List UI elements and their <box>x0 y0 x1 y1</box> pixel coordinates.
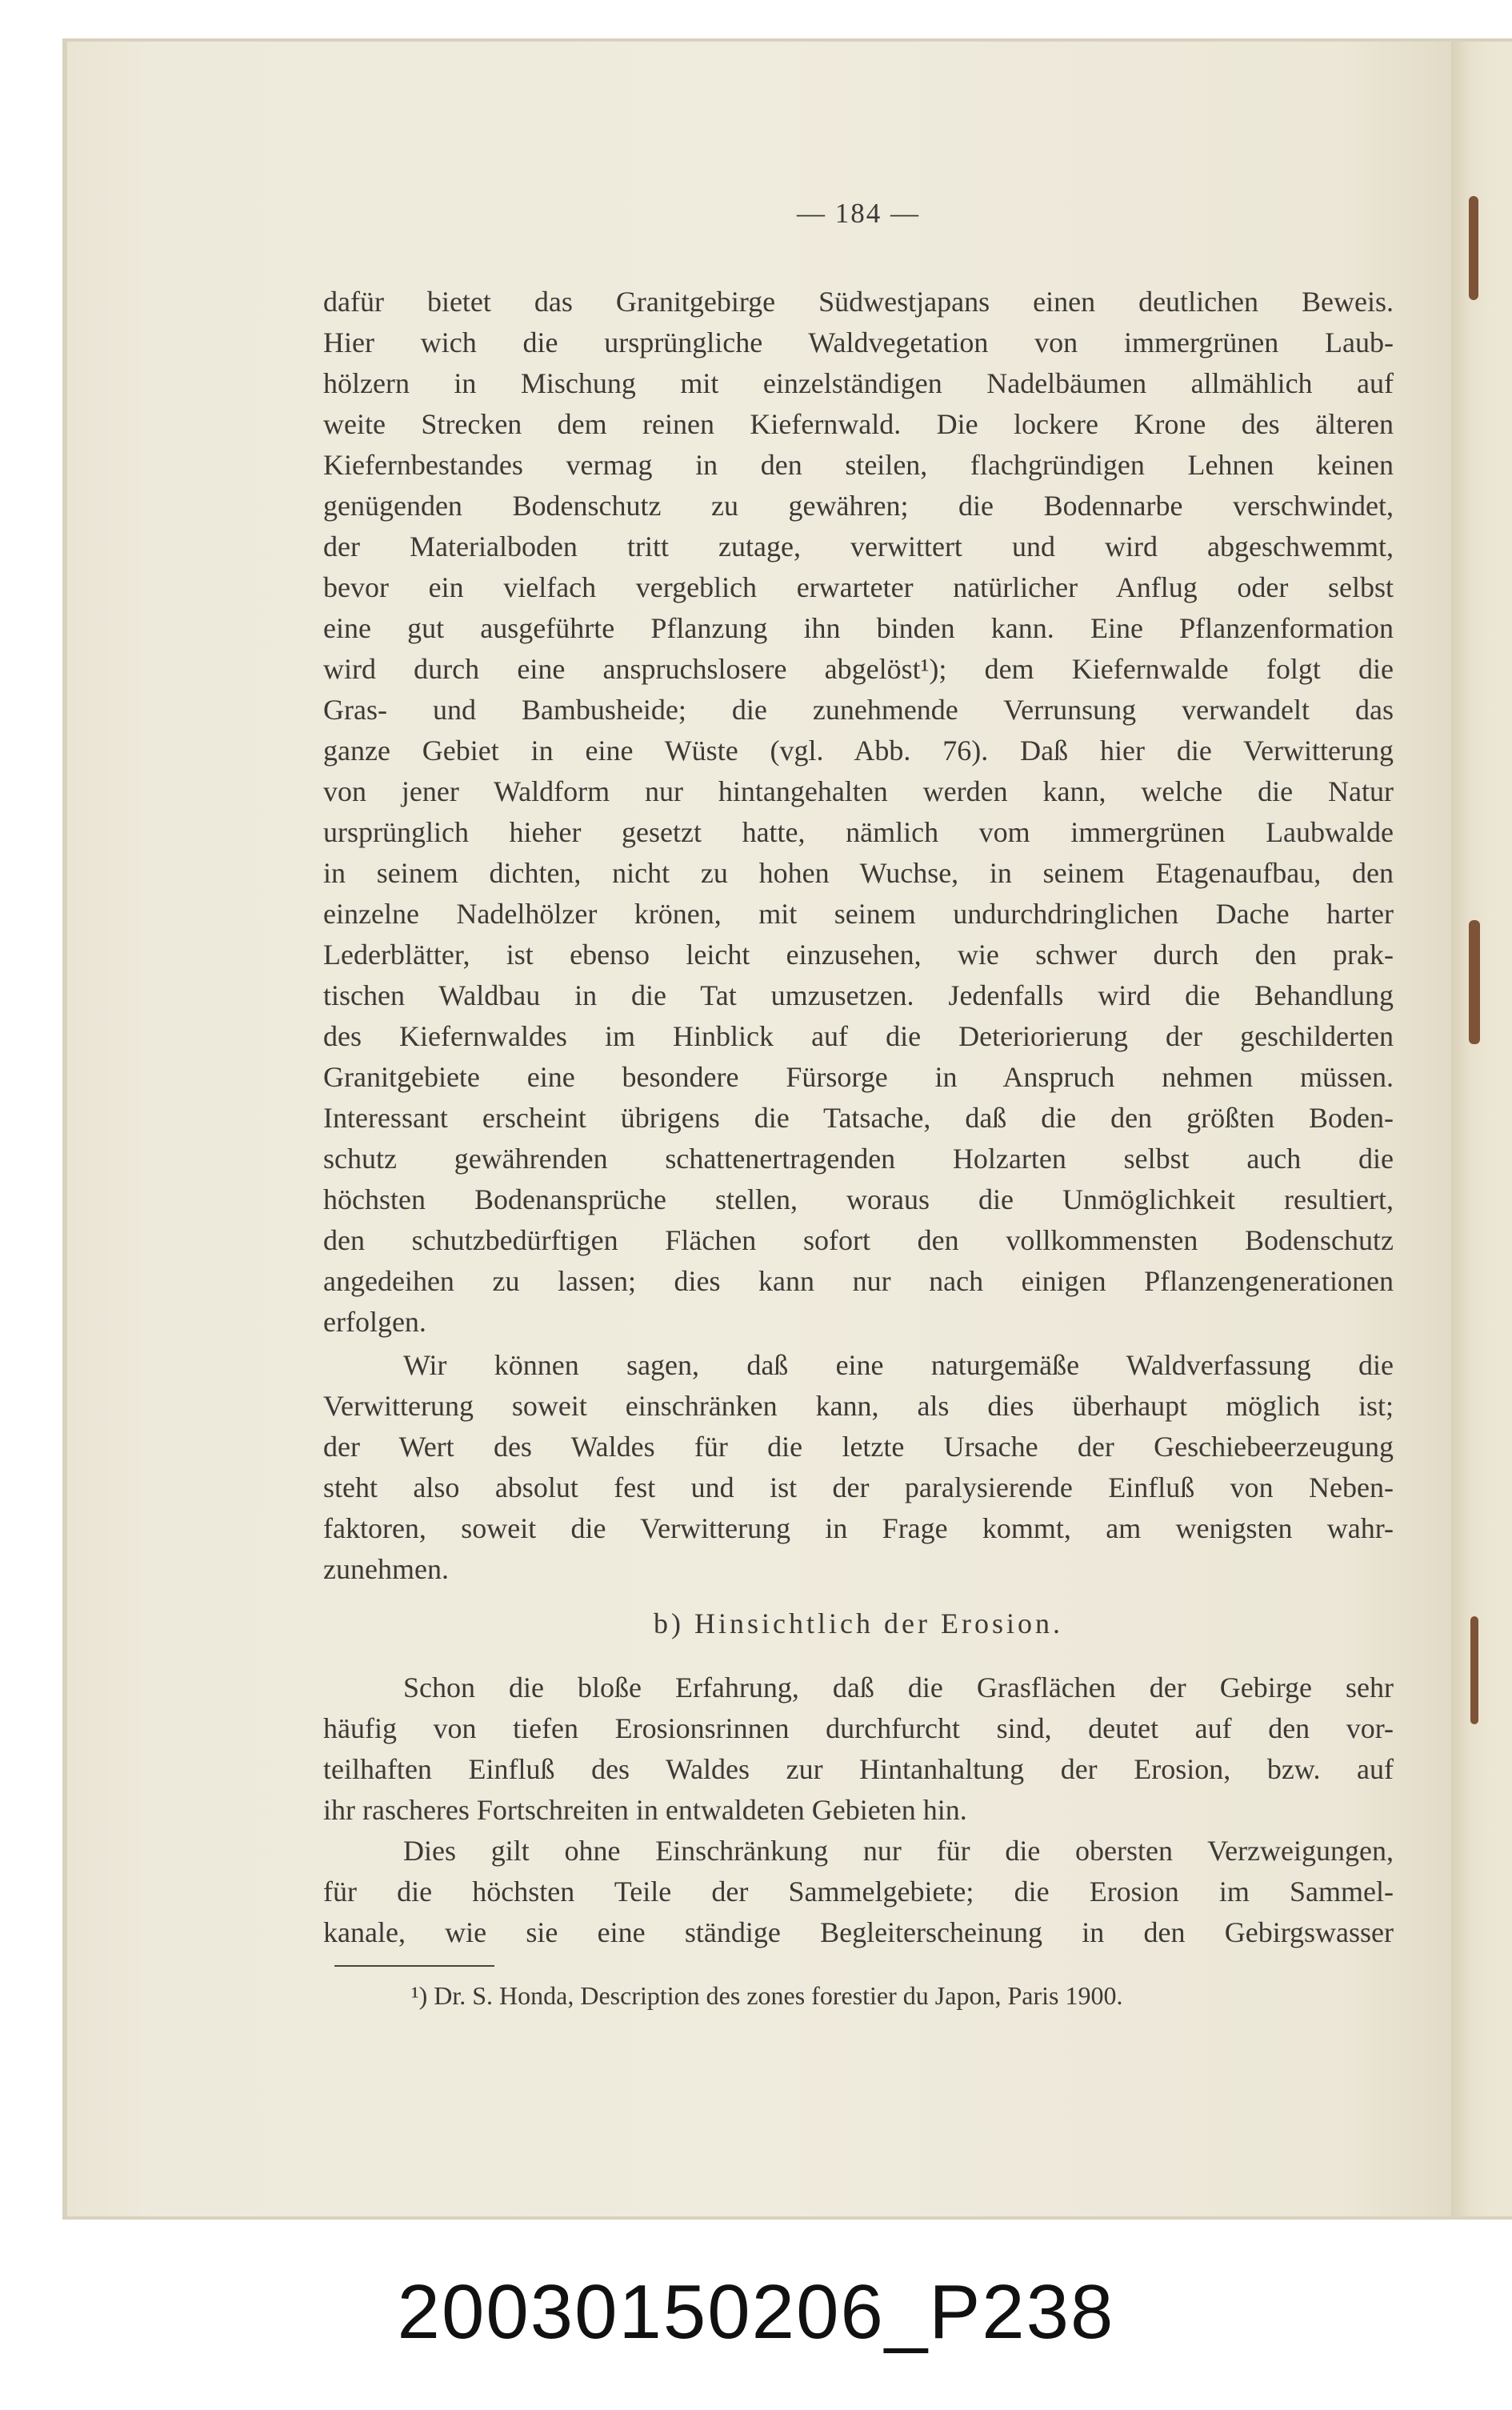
text-line: Hier wich die ursprüngliche Waldvegetation von immergrünen Laub- <box>323 326 1394 358</box>
text-line: dafür bietet das Granitgebirge Südwestjapans einen deutlichen Beweis. <box>323 286 1394 318</box>
text-line: der Wert des Waldes für die letzte Ursache der Geschiebeerzeugung <box>323 1431 1394 1463</box>
text-line: Interessant erscheint übrigens die Tatsache, daß die den größten Boden- <box>323 1102 1394 1134</box>
text-line: einzelne Nadelhölzer krönen, mit seinem undurchdringlichen Dache harter <box>323 898 1394 930</box>
paragraph-first-line: Dies gilt ohne Einschränkung nur für die obersten Verzweigungen, <box>403 1835 1394 1867</box>
footnote: ¹) Dr. S. Honda, Description des zones forestier du Japon, Paris 1900. <box>411 1981 1123 2010</box>
text-line: häufig von tiefen Erosionsrinnen durchfurcht sind, deutet auf den vor- <box>323 1712 1394 1744</box>
text-line: für die höchsten Teile der Sammelgebiete; die Erosion im Sammel- <box>323 1876 1394 1908</box>
text-line: angedeihen zu lassen; dies kann nur nach einigen Pflanzengenerationen <box>323 1265 1394 1297</box>
page-number: — 184 — <box>797 198 920 229</box>
text-line: des Kiefernwaldes im Hinblick auf die Deteriorierung der geschilderten <box>323 1020 1394 1052</box>
rust-stain <box>1469 196 1478 300</box>
text-line: Verwitterung soweit einschränken kann, als dies überhaupt möglich ist; <box>323 1390 1394 1422</box>
next-page-edge <box>1451 42 1512 2216</box>
text-line: in seinem dichten, nicht zu hohen Wuchse, in seinem Etagenaufbau, den <box>323 857 1394 889</box>
rust-stain <box>1470 1616 1478 1724</box>
text-line: hölzern in Mischung mit einzelständigen Nadelbäumen allmählich auf <box>323 367 1394 399</box>
text-line: bevor ein vielfach vergeblich erwarteter natürlicher Anflug oder selbst <box>323 571 1394 603</box>
text-line: von jener Waldform nur hintangehalten werden kann, welche die Natur <box>323 775 1394 807</box>
footnote-rule <box>334 1965 494 1967</box>
rust-stain <box>1469 920 1480 1044</box>
text-line: den schutzbedürftigen Flächen sofort den vollkommensten Bodenschutz <box>323 1224 1394 1256</box>
text-line: weite Strecken dem reinen Kiefernwald. Die lockere Krone des älteren <box>323 408 1394 440</box>
text-line: tischen Waldbau in die Tat umzusetzen. Jedenfalls wird die Behandlung <box>323 979 1394 1011</box>
text-line: zunehmen. <box>323 1553 449 1585</box>
text-line: steht also absolut fest und ist der paralysierende Einfluß von Neben- <box>323 1471 1394 1503</box>
text-line: Gras- und Bambusheide; die zunehmende Verrunsung verwandelt das <box>323 694 1394 726</box>
text-line: Kiefernbestandes vermag in den steilen, flachgründigen Lehnen keinen <box>323 449 1394 481</box>
text-line: eine gut ausgeführte Pflanzung ihn binden kann. Eine Pflanzenformation <box>323 612 1394 644</box>
text-line: teilhaften Einfluß des Waldes zur Hintanhaltung der Erosion, bzw. auf <box>323 1753 1394 1785</box>
text-line: schutz gewährenden schattenertragenden Holzarten selbst auch die <box>323 1143 1394 1175</box>
text-line: Lederblätter, ist ebenso leicht einzusehen, wie schwer durch den prak- <box>323 939 1394 971</box>
text-line: kanale, wie sie eine ständige Begleiterscheinung in den Gebirgswasser <box>323 1916 1394 1948</box>
text-line: erfolgen. <box>323 1306 426 1338</box>
text-line: genügenden Bodenschutz zu gewähren; die Bodennarbe verschwindet, <box>323 490 1394 522</box>
image-id-caption: 20030150206_P238 <box>397 2269 1115 2355</box>
text-line: wird durch eine anspruchslosere abgelöst¹); dem Kiefernwalde folgt die <box>323 653 1394 685</box>
book-page <box>67 42 1451 2216</box>
paragraph-first-line: Schon die bloße Erfahrung, daß die Grasflächen der Gebirge sehr <box>403 1671 1394 1703</box>
text-line: höchsten Bodenansprüche stellen, woraus die Unmöglichkeit resultiert, <box>323 1183 1394 1215</box>
paragraph-first-line: Wir können sagen, daß eine naturgemäße Waldverfassung die <box>403 1349 1394 1381</box>
text-line: der Materialboden tritt zutage, verwittert und wird abgeschwemmt, <box>323 530 1394 562</box>
section-heading: b) Hinsichtlich der Erosion. <box>654 1607 1063 1639</box>
text-line: Granitgebiete eine besondere Fürsorge in Anspruch nehmen müssen. <box>323 1061 1394 1093</box>
text-line: ganze Gebiet in eine Wüste (vgl. Abb. 76). Daß hier die Verwitterung <box>323 735 1394 767</box>
text-line: ursprünglich hieher gesetzt hatte, nämlich vom immergrünen Laubwalde <box>323 816 1394 848</box>
text-line: faktoren, soweit die Verwitterung in Frage kommt, am wenigsten wahr- <box>323 1512 1394 1544</box>
text-line: ihr rascheres Fortschreiten in entwaldeten Gebieten hin. <box>323 1794 967 1826</box>
